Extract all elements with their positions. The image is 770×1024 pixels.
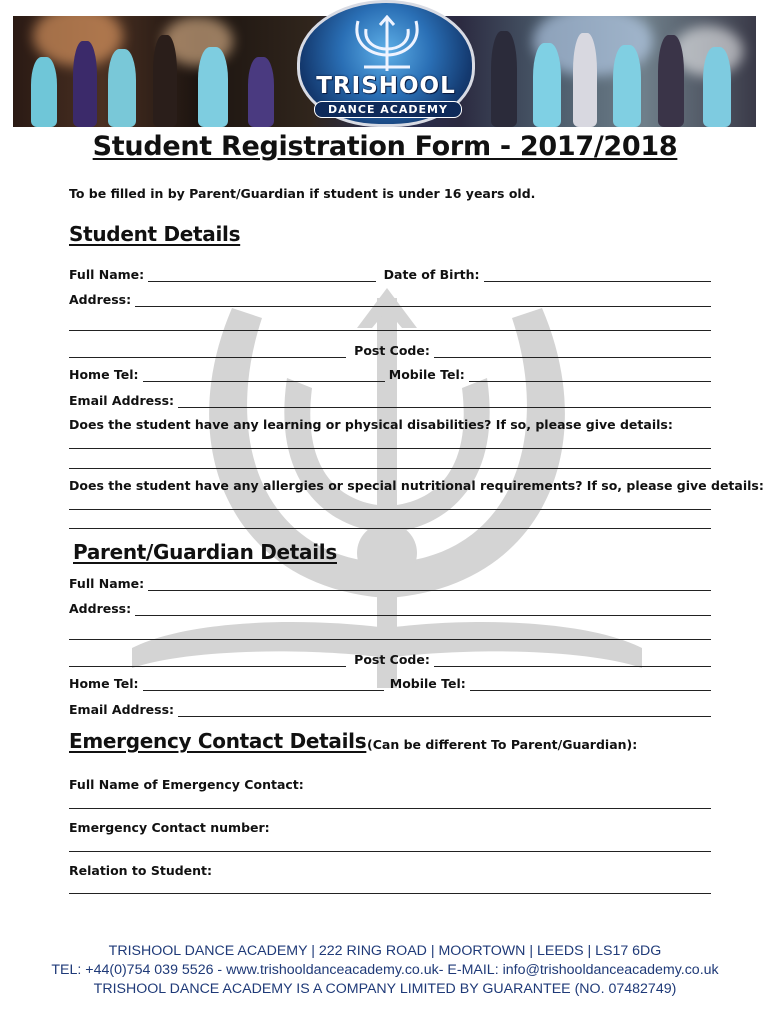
parent-address-field[interactable] (135, 602, 711, 616)
parent-mobile-tel-field[interactable] (470, 677, 711, 691)
parent-details-heading: Parent/Guardian Details (73, 540, 337, 564)
parent-address-row (69, 600, 711, 616)
emergency-number-field[interactable] (69, 851, 711, 852)
parent-mobile-tel-label: Mobile Tel: (389, 676, 466, 691)
emergency-name-field[interactable] (69, 808, 711, 809)
footer-company-info: TRISHOOL DANCE ACADEMY IS A COMPANY LIMITED BY GUARANTEE (NO. 07482749) (93, 981, 677, 997)
student-allergies-line-1[interactable] (69, 509, 711, 510)
student-full-name-field[interactable] (148, 268, 376, 282)
trishool-logo (297, 0, 475, 127)
parent-name-row (69, 575, 711, 591)
emergency-relation-field[interactable] (69, 893, 711, 894)
student-home-tel-label: Home Tel: (69, 367, 139, 382)
parent-home-tel-label: Home Tel: (69, 676, 139, 691)
emergency-name-label: Full Name of Emergency Contact: (69, 777, 304, 792)
emergency-note: (Can be different To Parent/Guardian): (367, 737, 638, 752)
student-email-label: Email Address: (69, 393, 175, 408)
student-name-row (69, 266, 711, 282)
student-tel-row (69, 366, 711, 382)
student-dob-label: Date of Birth: (383, 267, 480, 282)
student-address-field[interactable] (135, 293, 711, 307)
student-postcode-field[interactable] (434, 344, 711, 358)
emergency-details-heading: Emergency Contact Details (69, 729, 367, 753)
footer-contact: TEL: +44(0)754 039 5526 - www.trishooldanceacademy.co.uk- E-MAIL: info@trishooldanceacademy.co.uk (51, 962, 719, 978)
footer-address: TRISHOOL DANCE ACADEMY | 222 RING ROAD | MOORTOWN | LEEDS | LS17 6DG (108, 943, 662, 959)
student-mobile-tel-label: Mobile Tel: (388, 367, 465, 382)
student-allergies-question: Does the student have any allergies or special nutritional requirements? If so, please give details: (69, 478, 764, 493)
parent-full-name-label: Full Name: (69, 576, 145, 591)
parent-email-field[interactable] (178, 703, 711, 717)
parent-address-label: Address: (69, 601, 132, 616)
student-allergies-line-2[interactable] (69, 528, 711, 529)
student-address-line-3[interactable] (69, 344, 346, 358)
student-address-label: Address: (69, 292, 132, 307)
parent-home-tel-field[interactable] (143, 677, 384, 691)
logo-title: TRISHOOL (316, 73, 456, 99)
parent-address-line-2[interactable] (69, 639, 711, 640)
student-home-tel-field[interactable] (143, 368, 385, 382)
parent-email-row (69, 701, 711, 717)
trident-logo-icon (342, 15, 432, 73)
parent-postcode-label: Post Code: (354, 652, 430, 667)
student-disabilities-line-2[interactable] (69, 468, 711, 469)
student-email-row (69, 392, 711, 408)
parent-email-label: Email Address: (69, 702, 175, 717)
student-mobile-tel-field[interactable] (469, 368, 711, 382)
student-email-field[interactable] (178, 394, 711, 408)
student-disabilities-question: Does the student have any learning or physical disabilities? If so, please give details: (69, 417, 673, 432)
parent-tel-row (69, 675, 711, 691)
student-postcode-label: Post Code: (354, 343, 430, 358)
emergency-number-label: Emergency Contact number: (69, 820, 270, 835)
emergency-relation-label: Relation to Student: (69, 863, 213, 878)
student-dob-field[interactable] (484, 268, 712, 282)
student-details-heading: Student Details (69, 222, 241, 246)
student-address-line-2[interactable] (69, 330, 711, 331)
student-address-row (69, 291, 711, 307)
parent-postcode-field[interactable] (434, 653, 711, 667)
parent-address-line-3[interactable] (69, 653, 346, 667)
form-title: Student Registration Form - 2017/2018 (92, 131, 678, 162)
student-full-name-label: Full Name: (69, 267, 145, 282)
intro-note: To be filled in by Parent/Guardian if student is under 16 years old. (69, 186, 536, 201)
logo-subtitle: DANCE ACADEMY (314, 101, 462, 118)
student-disabilities-line-1[interactable] (69, 448, 711, 449)
student-postcode-row (69, 342, 711, 358)
parent-full-name-field[interactable] (148, 577, 711, 591)
parent-postcode-row (69, 651, 711, 667)
